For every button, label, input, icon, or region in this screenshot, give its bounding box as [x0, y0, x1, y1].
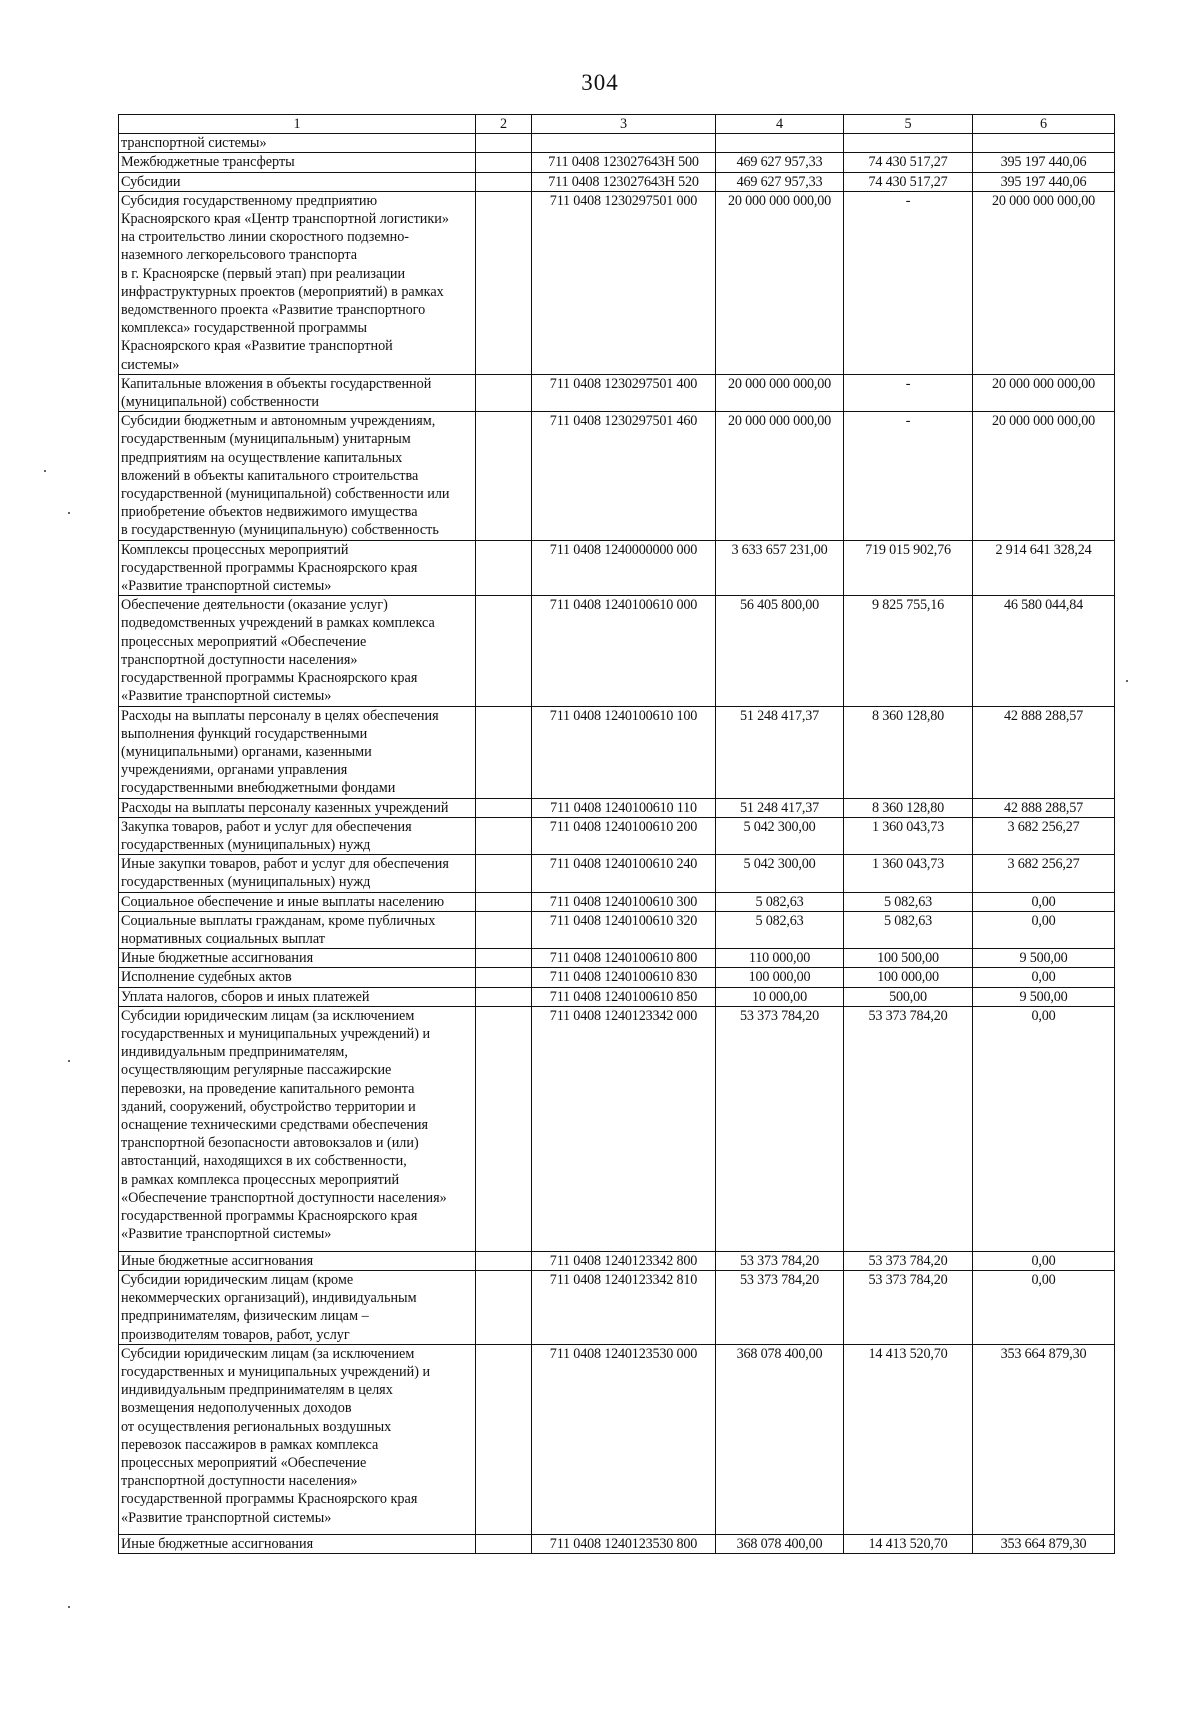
name-cell [119, 1006, 476, 1251]
budget-code-cell: 711 0408 1240100610 800 [532, 949, 716, 968]
name-cell [119, 968, 476, 987]
approved-amount-cell: 20 000 000 000,00 [716, 191, 844, 374]
remaining-amount-cell: 0,00 [973, 1251, 1115, 1270]
table-header-row [119, 115, 1115, 134]
table-row [119, 817, 1115, 854]
remaining-amount-cell: 42 888 288,57 [973, 798, 1115, 817]
approved-amount-cell: 469 627 957,33 [716, 172, 844, 191]
approved-amount-cell: 53 373 784,20 [716, 1251, 844, 1270]
table-row [119, 911, 1115, 948]
executed-amount-cell: 53 373 784,20 [844, 1006, 973, 1251]
remaining-amount-cell: 3 682 256,27 [973, 855, 1115, 892]
budget-code-cell: 711 0408 123027643H 520 [532, 172, 716, 191]
approved-amount-cell: 56 405 800,00 [716, 596, 844, 706]
budget-code-cell: 711 0408 1240100610 100 [532, 706, 716, 798]
column-2-cell [476, 1270, 532, 1344]
executed-amount-cell: 1 360 043,73 [844, 855, 973, 892]
column-2-cell [476, 191, 532, 374]
executed-amount-cell: 74 430 517,27 [844, 153, 973, 172]
approved-amount-cell: 53 373 784,20 [716, 1270, 844, 1344]
executed-amount-cell: 14 413 520,70 [844, 1344, 973, 1534]
budget-code-cell: 711 0408 1240100610 200 [532, 817, 716, 854]
scan-speck [68, 1060, 70, 1062]
approved-amount-cell: 469 627 957,33 [716, 153, 844, 172]
row-label: Социальные выплаты гражданам, кроме публичных нормативных социальных выплат [121, 912, 436, 947]
row-label: Межбюджетные трансферты [121, 154, 295, 171]
executed-amount-cell: 14 413 520,70 [844, 1534, 973, 1553]
row-label: Капитальные вложения в объекты государственной (муниципальной) собственности [121, 375, 432, 411]
executed-amount-cell: - [844, 412, 973, 540]
column-2-cell [476, 855, 532, 892]
table-row [119, 798, 1115, 817]
approved-amount-cell: 110 000,00 [716, 949, 844, 968]
executed-amount-cell: 719 015 902,76 [844, 540, 973, 596]
remaining-amount-cell: 0,00 [973, 1006, 1115, 1251]
remaining-amount-cell: 42 888 288,57 [973, 706, 1115, 798]
column-2-cell [476, 911, 532, 948]
column-2-cell [476, 412, 532, 540]
approved-amount-cell: 51 248 417,37 [716, 798, 844, 817]
column-2-cell [476, 1344, 532, 1534]
executed-amount-cell: 8 360 128,80 [844, 706, 973, 798]
table-row [119, 968, 1115, 987]
budget-code-cell: 711 0408 1240100610 000 [532, 596, 716, 706]
column-header: 2 [476, 115, 532, 134]
budget-code-cell: 711 0408 1240100610 300 [532, 892, 716, 911]
row-label: Иные закупки товаров, работ и услуг для обеспечения государственных (муниципальных) нужд [121, 856, 449, 891]
table-row [119, 134, 1115, 153]
row-label: Уплата налогов, сборов и иных платежей [121, 988, 370, 1005]
remaining-amount-cell: 9 500,00 [973, 987, 1115, 1006]
column-2-cell [476, 892, 532, 911]
column-header: 1 [119, 115, 476, 134]
remaining-amount-cell: 2 914 641 328,24 [973, 540, 1115, 596]
name-cell [119, 706, 476, 798]
executed-amount-cell: 8 360 128,80 [844, 798, 973, 817]
budget-code-cell: 711 0408 1240100610 320 [532, 911, 716, 948]
column-header: 5 [844, 115, 973, 134]
executed-amount-cell: 53 373 784,20 [844, 1270, 973, 1344]
remaining-amount-cell: 20 000 000 000,00 [973, 191, 1115, 374]
table-row [119, 153, 1115, 172]
budget-code-cell: 711 0408 1230297501 460 [532, 412, 716, 540]
column-2-cell [476, 798, 532, 817]
column-2-cell [476, 153, 532, 172]
row-label: Расходы на выплаты персоналу казенных учреждений [121, 799, 449, 816]
row-label: Исполнение судебных актов [121, 969, 292, 986]
column-2-cell [476, 1534, 532, 1553]
name-cell [119, 1270, 476, 1344]
executed-amount-cell: 74 430 517,27 [844, 172, 973, 191]
approved-amount-cell: 100 000,00 [716, 968, 844, 987]
column-header: 4 [716, 115, 844, 134]
table-row [119, 892, 1115, 911]
budget-code-cell: 711 0408 1240100610 850 [532, 987, 716, 1006]
remaining-amount-cell: 0,00 [973, 892, 1115, 911]
row-label: Закупка товаров, работ и услуг для обеспечения государственных (муниципальных) нужд [121, 818, 412, 853]
executed-amount-cell: - [844, 374, 973, 411]
page-number: 304 [581, 70, 619, 95]
approved-amount-cell: 3 633 657 231,00 [716, 540, 844, 596]
budget-code-cell: 711 0408 1240100610 240 [532, 855, 716, 892]
remaining-amount-cell: 0,00 [973, 911, 1115, 948]
executed-amount-cell: - [844, 191, 973, 374]
table-row [119, 855, 1115, 892]
budget-code-cell: 711 0408 123027643H 500 [532, 153, 716, 172]
budget-code-cell: 711 0408 1240100610 110 [532, 798, 716, 817]
table-row [119, 949, 1115, 968]
table-row [119, 1251, 1115, 1270]
name-cell [119, 1251, 476, 1270]
budget-code-cell: 711 0408 1240123342 800 [532, 1251, 716, 1270]
budget-table [118, 114, 1115, 1554]
column-header: 6 [973, 115, 1115, 134]
name-cell [119, 911, 476, 948]
executed-amount-cell: 5 082,63 [844, 911, 973, 948]
row-label: Субсидии юридическим лицам (за исключением государственных и муниципальных учреждений) и индивидуальным предпринимателям в целях возмещения недополученных доходов от осуществления региональных воздушных перевозок пассажиров в рамках комплекса процессных мероприятий «Обеспечение транспортной доступности населения» государственной программы Красноярского края «Развитие транспортной системы» [121, 1345, 431, 1526]
remaining-amount-cell: 3 682 256,27 [973, 817, 1115, 854]
remaining-amount-cell: 9 500,00 [973, 949, 1115, 968]
table-row [119, 374, 1115, 411]
budget-code-cell: 711 0408 1240100610 830 [532, 968, 716, 987]
budget-code-cell: 711 0408 1240123342 810 [532, 1270, 716, 1344]
approved-amount-cell: 368 078 400,00 [716, 1534, 844, 1553]
executed-amount-cell [844, 134, 973, 153]
remaining-amount-cell: 20 000 000 000,00 [973, 374, 1115, 411]
table-row [119, 540, 1115, 596]
column-2-cell [476, 968, 532, 987]
scan-speck [68, 1606, 70, 1608]
remaining-amount-cell: 353 664 879,30 [973, 1534, 1115, 1553]
executed-amount-cell: 5 082,63 [844, 892, 973, 911]
table-row [119, 1270, 1115, 1344]
executed-amount-cell: 500,00 [844, 987, 973, 1006]
table-row [119, 987, 1115, 1006]
budget-code-cell: 711 0408 1240123530 800 [532, 1534, 716, 1553]
name-cell [119, 1344, 476, 1534]
executed-amount-cell: 9 825 755,16 [844, 596, 973, 706]
name-cell [119, 987, 476, 1006]
row-label: Субсидии юридическим лицам (кроме некоммерческих организаций), индивидуальным предпринимателям, физическим лицам – производителям товаров, работ, услуг [121, 1271, 417, 1343]
column-2-cell [476, 949, 532, 968]
approved-amount-cell: 5 082,63 [716, 911, 844, 948]
approved-amount-cell: 53 373 784,20 [716, 1006, 844, 1251]
name-cell [119, 817, 476, 854]
budget-code-cell: 711 0408 1240123342 000 [532, 1006, 716, 1251]
remaining-amount-cell: 0,00 [973, 1270, 1115, 1344]
name-cell [119, 798, 476, 817]
approved-amount-cell: 5 042 300,00 [716, 817, 844, 854]
remaining-amount-cell: 0,00 [973, 968, 1115, 987]
approved-amount-cell [716, 134, 844, 153]
executed-amount-cell: 1 360 043,73 [844, 817, 973, 854]
remaining-amount-cell: 395 197 440,06 [973, 172, 1115, 191]
table-row [119, 706, 1115, 798]
column-2-cell [476, 817, 532, 854]
row-label: Субсидии [121, 173, 181, 190]
name-cell [119, 855, 476, 892]
row-label: Иные бюджетные ассигнования [121, 950, 314, 967]
row-label: Субсидия государственному предприятию Красноярского края «Центр транспортной логистики» на строительство линии скоростного подземно- наземного легкорельсового транспорта в г. Красноярске (первый этап) при реализации инфраструктурных проектов (мероприятий) в рамках ведомственного проекта «Развитие транспортного комплекса» государственной программы Красноярского края «Развитие транспортной системы» [121, 192, 449, 373]
column-2-cell [476, 987, 532, 1006]
remaining-amount-cell: 46 580 044,84 [973, 596, 1115, 706]
column-2-cell [476, 1006, 532, 1251]
name-cell [119, 153, 476, 172]
approved-amount-cell: 10 000,00 [716, 987, 844, 1006]
executed-amount-cell: 100 500,00 [844, 949, 973, 968]
budget-code-cell: 711 0408 1230297501 000 [532, 191, 716, 374]
approved-amount-cell: 368 078 400,00 [716, 1344, 844, 1534]
remaining-amount-cell: 353 664 879,30 [973, 1344, 1115, 1534]
remaining-amount-cell: 395 197 440,06 [973, 153, 1115, 172]
column-2-cell [476, 706, 532, 798]
table-row [119, 191, 1115, 374]
column-2-cell [476, 596, 532, 706]
row-label: Обеспечение деятельности (оказание услуг) подведомственных учреждений в рамках комплекса процессных мероприятий «Обеспечение транспортной доступности населения» государственной программы Красноярского края «Развитие транспортной системы» [121, 597, 435, 705]
remaining-amount-cell: 20 000 000 000,00 [973, 412, 1115, 540]
name-cell [119, 191, 476, 374]
executed-amount-cell: 53 373 784,20 [844, 1251, 973, 1270]
row-label: Субсидии бюджетным и автономным учреждениям, государственным (муниципальным) унитарным предприятиям на осуществление капитальных вложений в объекты капитального строительства государственной (муниципальной) собственности или приобретение объектов недвижимого имущества в государственную (муниципальную) собственность [121, 413, 450, 539]
row-label: Иные бюджетные ассигнования [121, 1535, 314, 1552]
budget-code-cell [532, 134, 716, 153]
scan-speck [44, 470, 46, 472]
budget-code-cell: 711 0408 1240123530 000 [532, 1344, 716, 1534]
approved-amount-cell: 5 082,63 [716, 892, 844, 911]
approved-amount-cell: 51 248 417,37 [716, 706, 844, 798]
name-cell [119, 892, 476, 911]
name-cell [119, 1534, 476, 1553]
row-label: транспортной системы» [121, 135, 267, 152]
budget-code-cell: 711 0408 1230297501 400 [532, 374, 716, 411]
approved-amount-cell: 5 042 300,00 [716, 855, 844, 892]
scan-speck [68, 512, 70, 514]
table-row [119, 412, 1115, 540]
column-2-cell [476, 172, 532, 191]
column-2-cell [476, 1251, 532, 1270]
table-row [119, 1534, 1115, 1553]
column-2-cell [476, 540, 532, 596]
budget-code-cell: 711 0408 1240000000 000 [532, 540, 716, 596]
table-row [119, 1344, 1115, 1534]
table-row [119, 172, 1115, 191]
row-label: Комплексы процессных мероприятий государственной программы Красноярского края «Развитие транспортной системы» [121, 541, 418, 595]
approved-amount-cell: 20 000 000 000,00 [716, 412, 844, 540]
name-cell [119, 172, 476, 191]
row-label: Субсидии юридическим лицам (за исключением государственных и муниципальных учреждений) и индивидуальным предпринимателям, осуществляющим регулярные пассажирские перевозки, на проведение капитального ремонта зданий, сооружений, обустройство территории и оснащение техническими средствами обеспечения транспортной безопасности автовокзалов и (или) автостанций, находящихся в их собственности, в рамках комплекса процессных мероприятий «Обеспечение транспортной доступности населения» государственной программы Красноярского края «Развитие транспортной системы» [121, 1007, 447, 1243]
remaining-amount-cell [973, 134, 1115, 153]
column-2-cell [476, 374, 532, 411]
name-cell [119, 374, 476, 411]
approved-amount-cell: 20 000 000 000,00 [716, 374, 844, 411]
table-row [119, 596, 1115, 706]
name-cell [119, 596, 476, 706]
row-label: Расходы на выплаты персоналу в целях обеспечения выполнения функций государственными (муниципальными) органами, казенными учреждениями, органами управления государственными внебюджетными фондами [121, 707, 439, 797]
column-2-cell [476, 134, 532, 153]
name-cell [119, 949, 476, 968]
executed-amount-cell: 100 000,00 [844, 968, 973, 987]
table-row [119, 1006, 1115, 1251]
scan-speck [1126, 680, 1128, 682]
column-header: 3 [532, 115, 716, 134]
name-cell [119, 540, 476, 596]
name-cell [119, 134, 476, 153]
name-cell [119, 412, 476, 540]
table-body [119, 134, 1115, 1554]
row-label: Иные бюджетные ассигнования [121, 1252, 314, 1269]
row-label: Социальное обеспечение и иные выплаты населению [121, 893, 445, 910]
